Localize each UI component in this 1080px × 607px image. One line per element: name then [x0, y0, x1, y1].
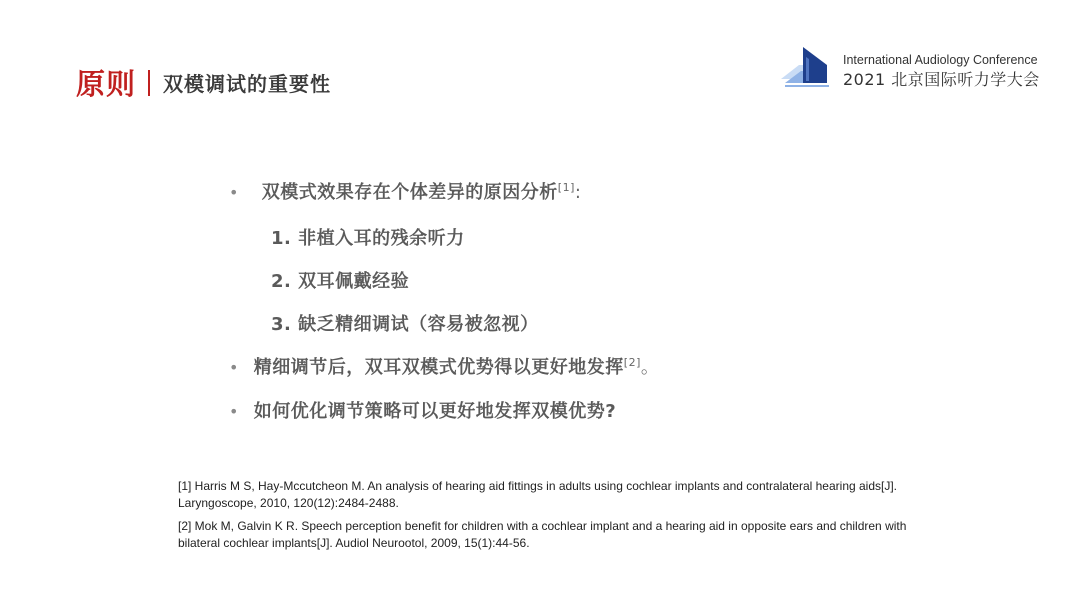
- references: [178, 478, 978, 558]
- sub-item-3: 3. 缺乏精细调试（容易被忽视）: [271, 314, 539, 335]
- logo-text-english: International Audiology Conference: [843, 53, 1038, 67]
- reference-2-line-2: bilateral cochlear implants[J]. Audiol Neurootol, 2009, 15(1):44-56.: [178, 536, 530, 550]
- title-main: 原则: [76, 67, 137, 101]
- bullet-dot-icon: •: [229, 358, 239, 377]
- bullet-1-text: 双模式效果存在个体差异的原因分析: [261, 182, 558, 203]
- bullet-dot-icon: •: [229, 183, 239, 202]
- bullet-dot-icon: •: [229, 402, 239, 421]
- audiology-conference-logo-icon: [779, 45, 831, 89]
- reference-1-line-2: Laryngoscope, 2010, 120(12):2484-2488.: [178, 496, 399, 510]
- bullet-2-punct: 。: [640, 357, 660, 378]
- bullet-item-1: [229, 178, 581, 204]
- conference-logo: [779, 45, 1049, 89]
- citation-2: [2]: [623, 356, 641, 369]
- bullet-3-text: 如何优化调节策略可以更好地发挥双模优势?: [253, 401, 617, 422]
- sub-item-1: 1. 非植入耳的残余听力: [271, 228, 465, 249]
- bullet-item-3: [229, 397, 616, 423]
- logo-text-chinese: 2021 北京国际听力学大会: [843, 70, 1040, 89]
- bullet-item-2: [229, 353, 659, 379]
- citation-1: [1]: [557, 181, 575, 194]
- reference-1: [178, 478, 978, 512]
- reference-2-line-1: [2] Mok M, Galvin K R. Speech perception benefit for children with a cochlear implant and a hearing aid in opposite ears and children with: [178, 519, 907, 533]
- bullet-1-punct: :: [574, 182, 582, 203]
- reference-2: [178, 518, 978, 552]
- title-subtitle: 双模调试的重要性: [163, 72, 332, 96]
- bullet-2-text: 精细调节后，双耳双模式优势得以更好地发挥: [253, 357, 624, 378]
- page-title: [76, 62, 331, 103]
- title-divider: [148, 70, 150, 96]
- sub-item-2: 2. 双耳佩戴经验: [271, 271, 410, 292]
- reference-1-line-1: [1] Harris M S, Hay-Mccutcheon M. An analysis of hearing aid fittings in adults using cochlear implants and contralateral hearing aids[J].: [178, 479, 898, 493]
